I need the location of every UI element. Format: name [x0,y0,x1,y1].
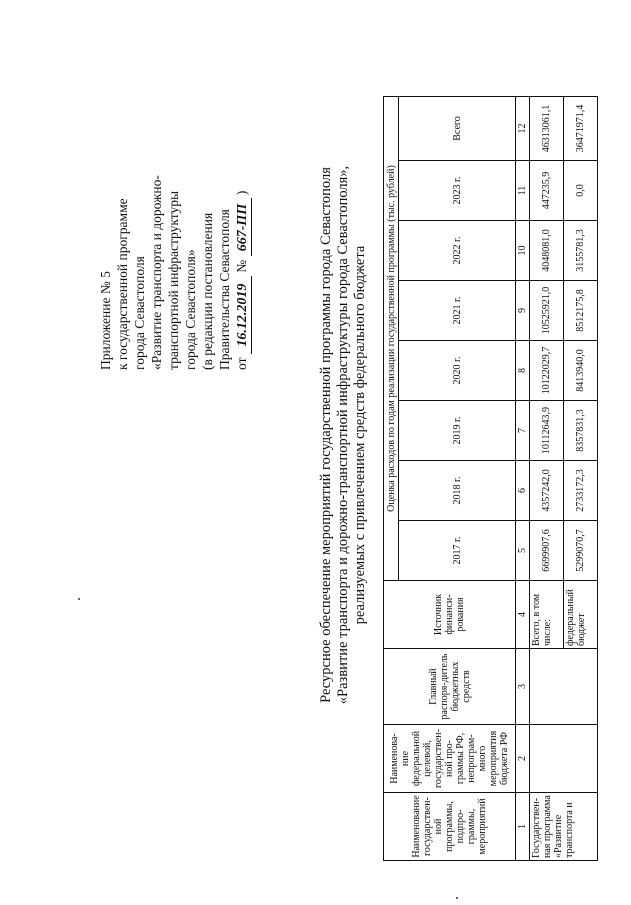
column-number: 7 [516,401,530,461]
value-cell: 447235,9 [530,161,564,221]
appendix-line: транспортной инфраструктуры [166,190,181,370]
appendix-date-line [233,175,252,370]
empty-cell [530,725,598,793]
value-cell: 0,0 [564,161,598,221]
source-cell: Всего, в том числе: [530,581,564,649]
column-number: 5 [516,521,530,581]
column-number: 9 [516,281,530,341]
value-cell: 8413940,0 [564,341,598,401]
appendix-line: к государственной программе [115,198,130,370]
source-cell: федеральный бюджет [564,581,598,649]
header-total: Всего [399,97,516,161]
value-cell: 10112643,9 [530,401,564,461]
resolution-number: 667-ПП [234,199,252,257]
appendix-header [97,175,252,370]
appendix-line: города Севастополя [132,256,147,370]
value-cell: 2733172,3 [564,461,598,521]
from-label: от [234,357,249,370]
appendix-line: (в редакции постановления [200,212,215,370]
appendix-line: «Развитие транспорта и дорожно- [149,175,164,370]
value-cell: 4357242,0 [530,461,564,521]
value-cell: 10122029,7 [530,341,564,401]
number-label: № [234,259,249,273]
value-cell: 3155781,3 [564,221,598,281]
column-number: 2 [516,725,530,793]
value-cell: 10525921,0 [530,281,564,341]
value-cell: 8512175,8 [564,281,598,341]
title-line: реализуемых с привлечением средств федерального бюджета [352,245,368,625]
column-number: 12 [516,97,530,161]
header-year: 2021 г. [399,281,516,341]
value-cell: 6699907,6 [530,521,564,581]
program-name-cell: Государствен-ная программа «Развитие транспорта и [530,793,598,861]
header-expense-estimate: Оценка расходов по годам реализации государственной программы (тыс. рублей) [384,97,399,581]
value-cell: 8357831,3 [564,401,598,461]
title-line: Ресурсное обеспечение мероприятий государственной программы города Севастополя [318,167,334,703]
header-year: 2020 г. [399,341,516,401]
appendix-line: Правительства Севастополя [217,209,232,370]
column-number: 4 [516,581,530,649]
header-funding-source: Источник финанси-рования [384,581,516,649]
table-row [530,97,564,861]
resource-table [383,96,598,861]
header-year: 2023 г. [399,161,516,221]
column-number: 6 [516,461,530,521]
closing-paren: ) [234,190,249,196]
column-number: 1 [516,793,530,861]
value-cell: 5299070,7 [564,521,598,581]
appendix-line: города Севастополя» [183,249,198,370]
resolution-date: 16.12.2019 [234,276,252,354]
column-number: 11 [516,161,530,221]
header-federal-program: Наименова-ние федеральной целевой, государствен-ной про-граммы РФ, непрограм-много мероприятия бюджета РФ [384,725,516,793]
header-program-name: Наименование государствен-ной программы, подпро-граммы, мероприятий [384,793,516,861]
column-number: 8 [516,341,530,401]
scan-speck [78,598,80,600]
column-number: 3 [516,649,530,725]
value-cell: 36471971,4 [564,97,598,161]
header-year: 2022 г. [399,221,516,281]
document-title [318,85,369,785]
header-year: 2018 г. [399,461,516,521]
scan-speck [456,897,458,899]
value-cell: 46313061,1 [530,97,564,161]
appendix-line: Приложение № 5 [98,271,113,370]
header-year: 2017 г. [399,521,516,581]
header-year: 2019 г. [399,401,516,461]
value-cell: 4048081,0 [530,221,564,281]
title-line: «Развитие транспорта и дорожно-транспортной инфраструктуры города Севастополя», [335,165,351,705]
empty-cell [530,649,598,725]
column-number: 10 [516,221,530,281]
header-main-manager: Главный распоря-дитель бюджетных средств [384,649,516,725]
